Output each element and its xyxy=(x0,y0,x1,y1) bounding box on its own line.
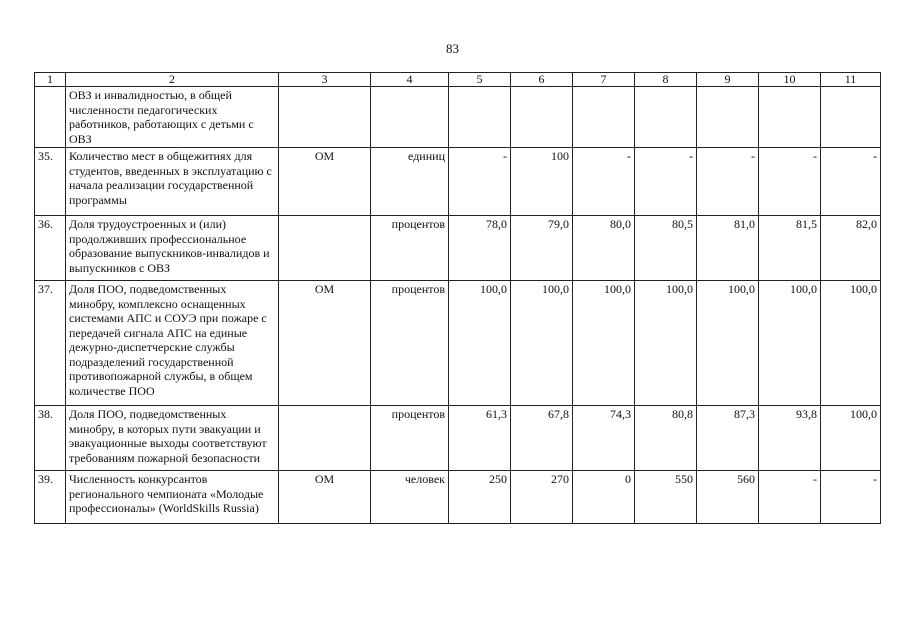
value-cell: 100,0 xyxy=(511,281,573,406)
column-header: 6 xyxy=(511,73,573,87)
column-header: 8 xyxy=(635,73,697,87)
value-cell: 100 xyxy=(511,148,573,216)
indicators-table xyxy=(34,72,881,524)
indicator-name: ОВЗ и инвалидностью, в общей численности педагогических работников, работающих с детьми с ОВЗ xyxy=(66,87,279,148)
value-cell: 81,0 xyxy=(697,216,759,281)
value-cell: 0 xyxy=(573,471,635,524)
value-cell: 80,0 xyxy=(573,216,635,281)
row-number: 38. xyxy=(35,406,66,471)
responsible-org: ОМ xyxy=(279,148,371,216)
unit: процентов xyxy=(371,216,449,281)
column-header: 9 xyxy=(697,73,759,87)
value-cell: - xyxy=(759,471,821,524)
table-row xyxy=(35,406,881,471)
page-number: 83 xyxy=(446,41,459,56)
value-cell xyxy=(449,87,511,148)
value-cell: 93,8 xyxy=(759,406,821,471)
unit: процентов xyxy=(371,281,449,406)
indicator-name: Количество мест в общежитиях для студентов, введенных в эксплуатацию с начала реализации государственной программы xyxy=(66,148,279,216)
value-cell xyxy=(573,87,635,148)
indicator-name: Доля ПОО, подведомственных минобру, в которых пути эвакуации и эвакуационные выходы соответствуют требованиям пожарной безопасности xyxy=(66,406,279,471)
value-cell: 250 xyxy=(449,471,511,524)
value-cell: 550 xyxy=(635,471,697,524)
row-number: 36. xyxy=(35,216,66,281)
value-cell: 67,8 xyxy=(511,406,573,471)
responsible-org xyxy=(279,216,371,281)
value-cell xyxy=(759,87,821,148)
indicator-name: Численность конкурсантов регионального чемпионата «Молодые профессионалы» (WorldSkills Russia) xyxy=(66,471,279,524)
value-cell: 79,0 xyxy=(511,216,573,281)
column-header: 5 xyxy=(449,73,511,87)
header-row xyxy=(35,73,881,87)
row-number xyxy=(35,87,66,148)
value-cell: 100,0 xyxy=(635,281,697,406)
value-cell: - xyxy=(449,148,511,216)
value-cell: 100,0 xyxy=(573,281,635,406)
value-cell: 78,0 xyxy=(449,216,511,281)
column-header: 4 xyxy=(371,73,449,87)
value-cell: 82,0 xyxy=(821,216,881,281)
value-cell: 81,5 xyxy=(759,216,821,281)
responsible-org xyxy=(279,406,371,471)
column-header: 7 xyxy=(573,73,635,87)
value-cell: 100,0 xyxy=(821,406,881,471)
table-row xyxy=(35,281,881,406)
indicator-name: Доля трудоустроенных и (или) продолживших профессиональное образование выпускников-инвалидов и выпускников с ОВЗ xyxy=(66,216,279,281)
row-number: 35. xyxy=(35,148,66,216)
value-cell: 61,3 xyxy=(449,406,511,471)
column-header: 3 xyxy=(279,73,371,87)
value-cell: 100,0 xyxy=(697,281,759,406)
value-cell: - xyxy=(697,148,759,216)
unit xyxy=(371,87,449,148)
table-row xyxy=(35,148,881,216)
responsible-org: ОМ xyxy=(279,471,371,524)
column-header: 11 xyxy=(821,73,881,87)
row-number: 39. xyxy=(35,471,66,524)
value-cell: 100,0 xyxy=(821,281,881,406)
responsible-org: ОМ xyxy=(279,281,371,406)
unit: процентов xyxy=(371,406,449,471)
value-cell: 560 xyxy=(697,471,759,524)
value-cell: - xyxy=(759,148,821,216)
table-row xyxy=(35,87,881,148)
value-cell xyxy=(697,87,759,148)
value-cell xyxy=(821,87,881,148)
value-cell xyxy=(511,87,573,148)
value-cell: - xyxy=(821,471,881,524)
value-cell: 270 xyxy=(511,471,573,524)
value-cell: - xyxy=(821,148,881,216)
column-header: 10 xyxy=(759,73,821,87)
unit: человек xyxy=(371,471,449,524)
indicator-name: Доля ПОО, подведомственных минобру, комплексно оснащенных системами АПС и СОУЭ при пожаре с передачей сигнала АПС на единые дежурно-диспетчерские службы подразделений государственной противопожарной службы, в общем количестве ПОО xyxy=(66,281,279,406)
value-cell: 100,0 xyxy=(449,281,511,406)
row-number: 37. xyxy=(35,281,66,406)
value-cell: 74,3 xyxy=(573,406,635,471)
value-cell: 87,3 xyxy=(697,406,759,471)
value-cell: - xyxy=(635,148,697,216)
table-row xyxy=(35,471,881,524)
column-header: 1 xyxy=(35,73,66,87)
value-cell: - xyxy=(573,148,635,216)
table-row xyxy=(35,216,881,281)
unit: единиц xyxy=(371,148,449,216)
responsible-org xyxy=(279,87,371,148)
value-cell: 80,5 xyxy=(635,216,697,281)
value-cell: 100,0 xyxy=(759,281,821,406)
value-cell: 80,8 xyxy=(635,406,697,471)
value-cell xyxy=(635,87,697,148)
column-header: 2 xyxy=(66,73,279,87)
